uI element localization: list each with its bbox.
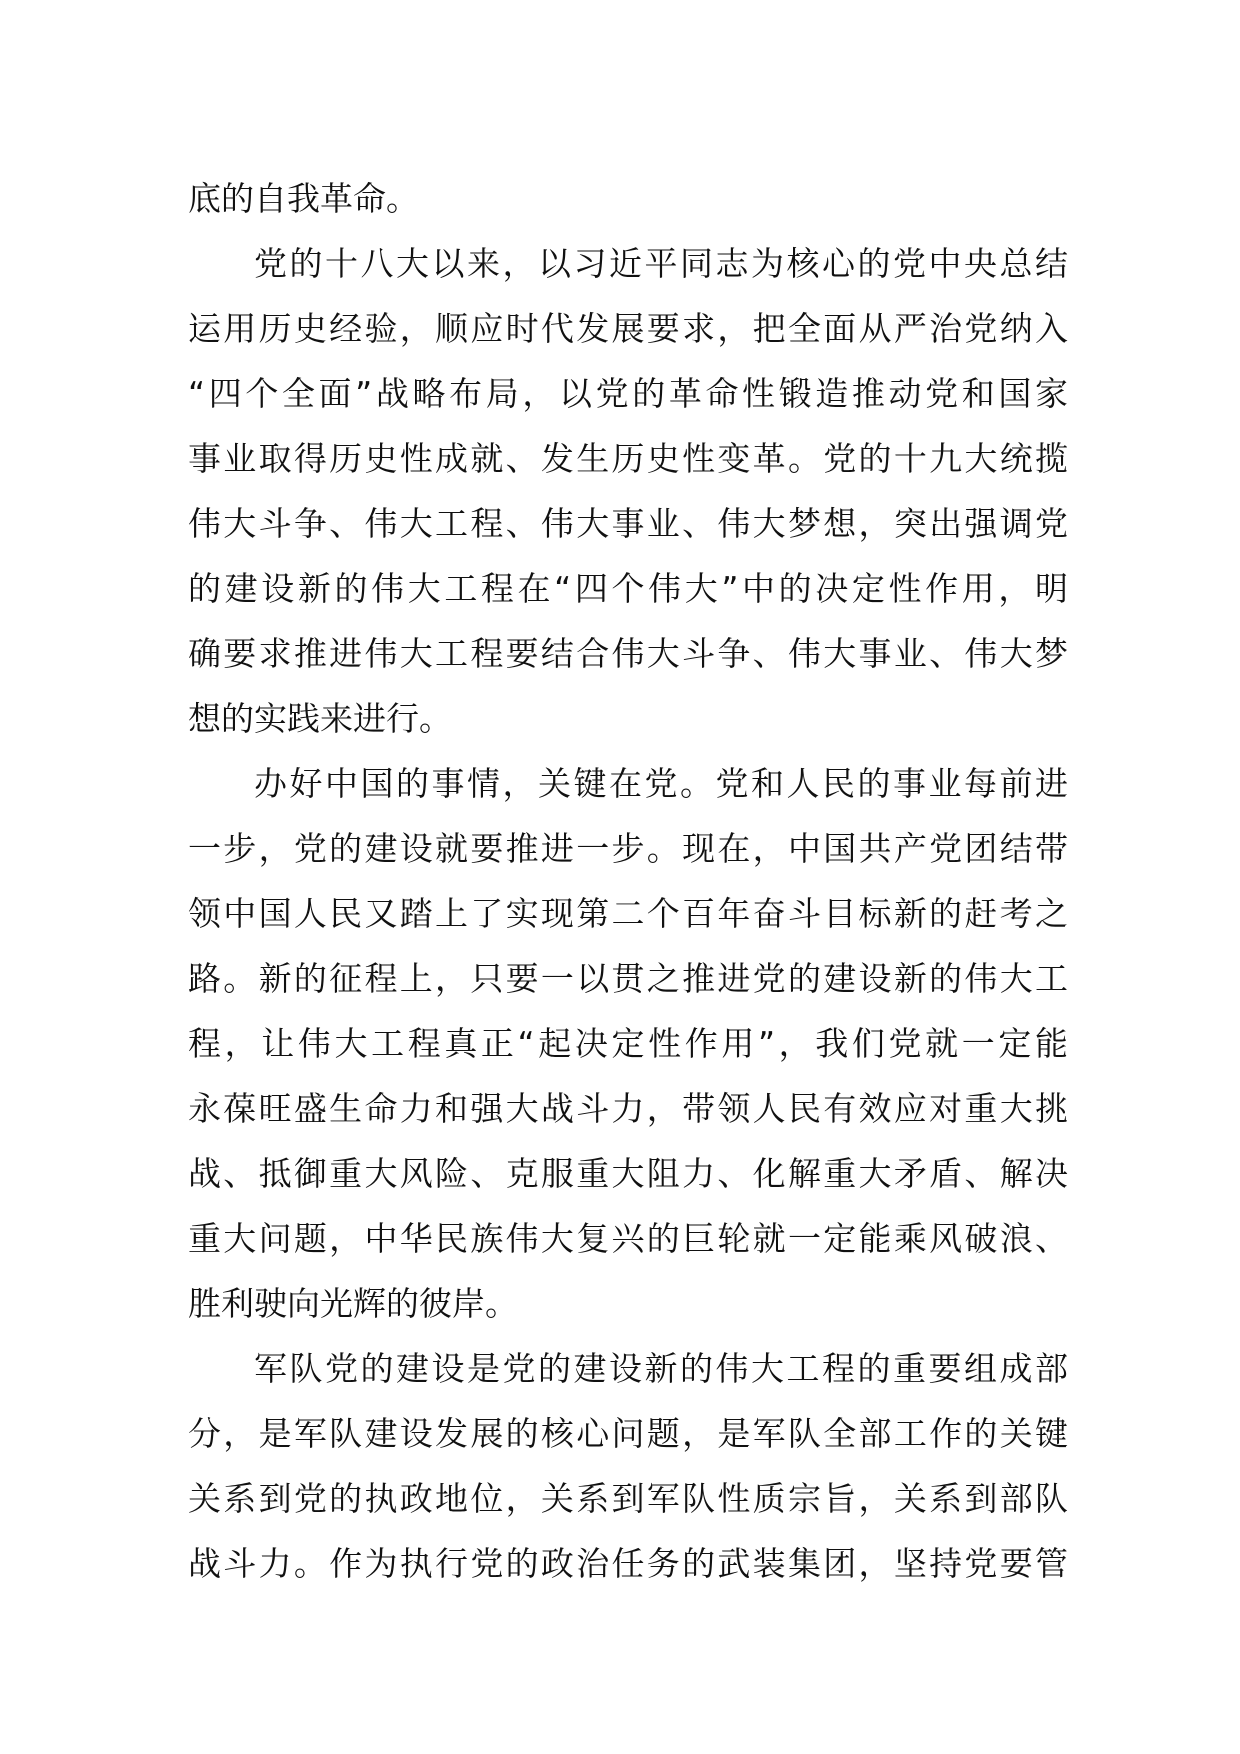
text-line: “四个全面”战略布局，以党的革命性锻造推动党和国家 <box>188 374 1068 413</box>
text-line: 战斗力。作为执行党的政治任务的武装集团，坚持党要管 <box>188 1544 1068 1583</box>
text-line: 事业取得历史性成就、发生历史性变革。党的十九大统揽 <box>188 439 1068 478</box>
text-line: 办好中国的事情，关键在党。党和人民的事业每前进 <box>254 764 1068 803</box>
text-line: 底的自我革命。 <box>188 179 419 218</box>
text-line: 重大问题，中华民族伟大复兴的巨轮就一定能乘风破浪、 <box>188 1219 1068 1258</box>
text-line: 战、抵御重大风险、克服重大阻力、化解重大矛盾、解决 <box>188 1154 1068 1193</box>
text-line: 确要求推进伟大工程要结合伟大斗争、伟大事业、伟大梦 <box>188 634 1068 673</box>
text-line: 胜利驶向光辉的彼岸。 <box>188 1284 518 1323</box>
text-line: 分，是军队建设发展的核心问题，是军队全部工作的关键 <box>188 1414 1068 1453</box>
text-line: 一步，党的建设就要推进一步。现在，中国共产党团结带 <box>188 829 1068 868</box>
text-line: 党的十八大以来，以习近平同志为核心的党中央总结 <box>254 244 1068 283</box>
text-line: 军队党的建设是党的建设新的伟大工程的重要组成部 <box>254 1349 1068 1388</box>
text-line: 想的实践来进行。 <box>188 699 452 738</box>
body-text <box>188 166 1068 1596</box>
text-line: 领中国人民又踏上了实现第二个百年奋斗目标新的赶考之 <box>188 894 1068 933</box>
text-line: 程，让伟大工程真正“起决定性作用”，我们党就一定能 <box>188 1024 1068 1063</box>
text-line: 伟大斗争、伟大工程、伟大事业、伟大梦想，突出强调党 <box>188 504 1068 543</box>
text-line: 路。新的征程上，只要一以贯之推进党的建设新的伟大工 <box>188 959 1068 998</box>
text-line: 的建设新的伟大工程在“四个伟大”中的决定性作用，明 <box>188 569 1068 608</box>
text-line: 关系到党的执政地位，关系到军队性质宗旨，关系到部队 <box>188 1479 1068 1518</box>
text-line: 运用历史经验，顺应时代发展要求，把全面从严治党纳入 <box>188 309 1068 348</box>
text-line: 永葆旺盛生命力和强大战斗力，带领人民有效应对重大挑 <box>188 1089 1068 1128</box>
